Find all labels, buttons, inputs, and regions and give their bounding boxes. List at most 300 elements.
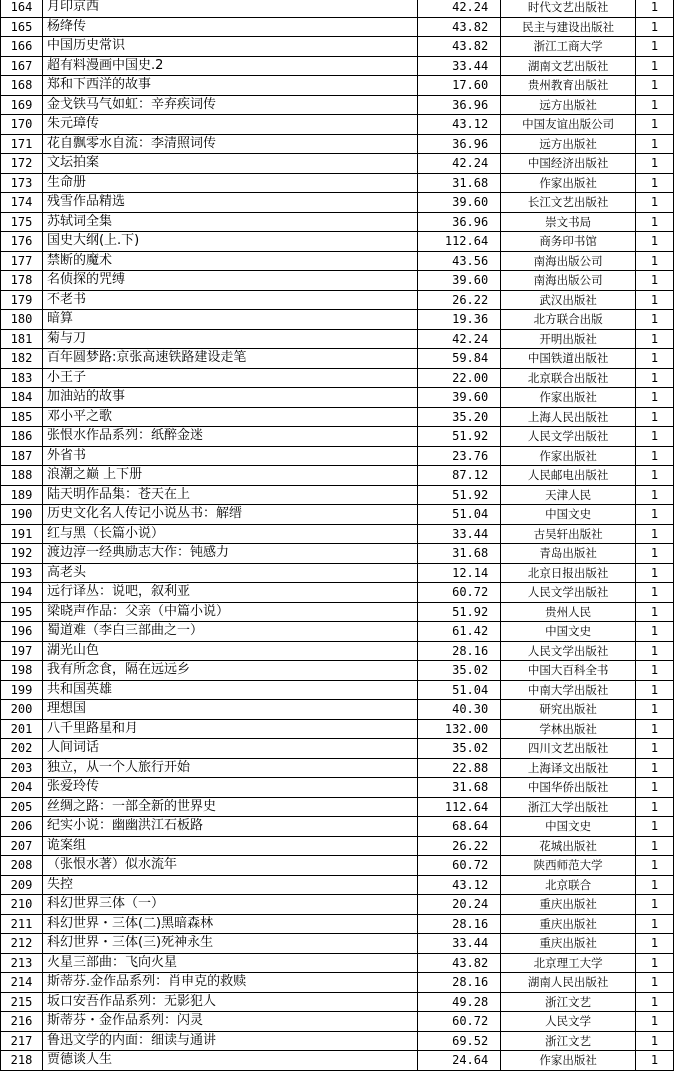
price-cell: 43.12 <box>418 115 501 135</box>
row-number-cell: 206 <box>1 817 43 837</box>
price-cell: 36.96 <box>418 212 501 232</box>
price-cell: 35.20 <box>418 407 501 427</box>
quantity-cell: 1 <box>636 0 674 17</box>
quantity-cell: 1 <box>636 154 674 174</box>
price-cell: 31.68 <box>418 173 501 193</box>
book-title-cell: 不老书 <box>42 290 417 310</box>
publisher-cell: 湖南文艺出版社 <box>501 56 636 76</box>
publisher-cell: 中国铁道出版社 <box>501 349 636 369</box>
book-title-cell: 小王子 <box>42 368 417 388</box>
publisher-cell: 古吴轩出版社 <box>501 524 636 544</box>
book-title-cell: 邓小平之歌 <box>42 407 417 427</box>
quantity-cell: 1 <box>636 661 674 681</box>
book-title-cell: 斯蒂芬・金作品系列：闪灵 <box>42 1012 417 1032</box>
book-title-cell: 坂口安吾作品系列：无影犯人 <box>42 992 417 1012</box>
quantity-cell: 1 <box>636 641 674 661</box>
row-number-cell: 170 <box>1 115 43 135</box>
book-title-cell: 科幻世界・三体(二)黑暗森林 <box>42 914 417 934</box>
table-row <box>1 661 674 681</box>
book-title-cell: 独立，从一个人旅行开始 <box>42 758 417 778</box>
publisher-cell: 中国友谊出版公司 <box>501 115 636 135</box>
book-title-cell: 郑和下西洋的故事 <box>42 76 417 96</box>
row-number-cell: 165 <box>1 17 43 37</box>
table-row <box>1 914 674 934</box>
quantity-cell: 1 <box>636 193 674 213</box>
quantity-cell: 1 <box>636 563 674 583</box>
table-row <box>1 1051 674 1071</box>
table-row <box>1 154 674 174</box>
row-number-cell: 164 <box>1 0 43 17</box>
book-title-cell: 文坛拍案 <box>42 154 417 174</box>
book-title-cell: 加油站的故事 <box>42 388 417 408</box>
publisher-cell: 北京联合出版社 <box>501 368 636 388</box>
row-number-cell: 193 <box>1 563 43 583</box>
price-cell: 51.92 <box>418 485 501 505</box>
row-number-cell: 183 <box>1 368 43 388</box>
quantity-cell: 1 <box>636 875 674 895</box>
price-cell: 31.68 <box>418 778 501 798</box>
quantity-cell: 1 <box>636 251 674 271</box>
book-title-cell: 人间词话 <box>42 739 417 759</box>
row-number-cell: 175 <box>1 212 43 232</box>
publisher-cell: 作家出版社 <box>501 173 636 193</box>
quantity-cell: 1 <box>636 56 674 76</box>
publisher-cell: 重庆出版社 <box>501 914 636 934</box>
price-cell: 69.52 <box>418 1031 501 1051</box>
book-title-cell: 科幻世界・三体(三)死神永生 <box>42 934 417 954</box>
table-row <box>1 544 674 564</box>
quantity-cell: 1 <box>636 700 674 720</box>
book-title-cell: 苏轼词全集 <box>42 212 417 232</box>
row-number-cell: 173 <box>1 173 43 193</box>
price-cell: 33.44 <box>418 524 501 544</box>
price-cell: 49.28 <box>418 992 501 1012</box>
table-row <box>1 56 674 76</box>
publisher-cell: 中国文史 <box>501 505 636 525</box>
price-cell: 42.24 <box>418 154 501 174</box>
quantity-cell: 1 <box>636 485 674 505</box>
price-cell: 35.02 <box>418 661 501 681</box>
book-title-cell: 渡边淳一经典励志大作：钝感力 <box>42 544 417 564</box>
quantity-cell: 1 <box>636 368 674 388</box>
book-title-cell: 纪实小说：幽幽洪江石板路 <box>42 817 417 837</box>
table-row <box>1 485 674 505</box>
table-row <box>1 700 674 720</box>
quantity-cell: 1 <box>636 212 674 232</box>
book-title-cell: 蜀道难（李白三部曲之一） <box>42 622 417 642</box>
book-title-cell: 远行译丛：说吧，叙利亚 <box>42 583 417 603</box>
row-number-cell: 205 <box>1 797 43 817</box>
price-cell: 51.04 <box>418 680 501 700</box>
publisher-cell: 北方联合出版 <box>501 310 636 330</box>
publisher-cell: 时代文艺出版社 <box>501 0 636 17</box>
publisher-cell: 人民文学出版社 <box>501 583 636 603</box>
row-number-cell: 208 <box>1 856 43 876</box>
row-number-cell: 192 <box>1 544 43 564</box>
book-title-cell: 残雪作品精选 <box>42 193 417 213</box>
publisher-cell: 北京联合 <box>501 875 636 895</box>
book-title-cell: 朱元璋传 <box>42 115 417 135</box>
quantity-cell: 1 <box>636 271 674 291</box>
table-row <box>1 875 674 895</box>
table-row <box>1 310 674 330</box>
book-title-cell: 张恨水作品系列：纸醉金迷 <box>42 427 417 447</box>
book-title-cell: 我有所念食，隔在远远乡 <box>42 661 417 681</box>
price-cell: 36.96 <box>418 134 501 154</box>
price-cell: 43.82 <box>418 17 501 37</box>
quantity-cell: 1 <box>636 622 674 642</box>
row-number-cell: 200 <box>1 700 43 720</box>
quantity-cell: 1 <box>636 817 674 837</box>
quantity-cell: 1 <box>636 544 674 564</box>
price-cell: 23.76 <box>418 446 501 466</box>
table-row <box>1 602 674 622</box>
publisher-cell: 中国大百科全书 <box>501 661 636 681</box>
price-cell: 36.96 <box>418 95 501 115</box>
table-row <box>1 173 674 193</box>
price-cell: 26.22 <box>418 290 501 310</box>
table-row <box>1 76 674 96</box>
book-list-body <box>1 0 674 1070</box>
row-number-cell: 195 <box>1 602 43 622</box>
book-title-cell: 高老头 <box>42 563 417 583</box>
publisher-cell: 北京理工大学 <box>501 953 636 973</box>
publisher-cell: 远方出版社 <box>501 95 636 115</box>
table-row <box>1 232 674 252</box>
book-title-cell: 花自飘零水自流：李清照词传 <box>42 134 417 154</box>
book-title-cell: 陆天明作品集：苍天在上 <box>42 485 417 505</box>
book-title-cell: 八千里路星和月 <box>42 719 417 739</box>
book-title-cell: 红与黑（长篇小说） <box>42 524 417 544</box>
table-row <box>1 251 674 271</box>
table-row <box>1 973 674 993</box>
row-number-cell: 186 <box>1 427 43 447</box>
row-number-cell: 169 <box>1 95 43 115</box>
price-cell: 43.82 <box>418 37 501 57</box>
quantity-cell: 1 <box>636 310 674 330</box>
row-number-cell: 212 <box>1 934 43 954</box>
publisher-cell: 天津人民 <box>501 485 636 505</box>
quantity-cell: 1 <box>636 466 674 486</box>
price-cell: 51.92 <box>418 427 501 447</box>
book-title-cell: 禁断的魔术 <box>42 251 417 271</box>
price-cell: 87.12 <box>418 466 501 486</box>
quantity-cell: 1 <box>636 115 674 135</box>
book-title-cell: 中国历史常识 <box>42 37 417 57</box>
price-cell: 42.24 <box>418 0 501 17</box>
row-number-cell: 201 <box>1 719 43 739</box>
publisher-cell: 四川文艺出版社 <box>501 739 636 759</box>
row-number-cell: 198 <box>1 661 43 681</box>
row-number-cell: 189 <box>1 485 43 505</box>
publisher-cell: 浙江工商大学 <box>501 37 636 57</box>
publisher-cell: 上海译文出版社 <box>501 758 636 778</box>
table-row <box>1 388 674 408</box>
book-title-cell: 湖光山色 <box>42 641 417 661</box>
row-number-cell: 187 <box>1 446 43 466</box>
row-number-cell: 174 <box>1 193 43 213</box>
book-title-cell: 外省书 <box>42 446 417 466</box>
publisher-cell: 人民文学出版社 <box>501 641 636 661</box>
price-cell: 59.84 <box>418 349 501 369</box>
quantity-cell: 1 <box>636 895 674 915</box>
row-number-cell: 184 <box>1 388 43 408</box>
table-row <box>1 115 674 135</box>
book-title-cell: 科幻世界三体（一） <box>42 895 417 915</box>
table-row <box>1 134 674 154</box>
row-number-cell: 204 <box>1 778 43 798</box>
row-number-cell: 207 <box>1 836 43 856</box>
publisher-cell: 崇文书局 <box>501 212 636 232</box>
publisher-cell: 浙江文艺 <box>501 992 636 1012</box>
quantity-cell: 1 <box>636 602 674 622</box>
quantity-cell: 1 <box>636 856 674 876</box>
price-cell: 39.60 <box>418 388 501 408</box>
price-cell: 51.92 <box>418 602 501 622</box>
row-number-cell: 188 <box>1 466 43 486</box>
table-row <box>1 895 674 915</box>
publisher-cell: 重庆出版社 <box>501 934 636 954</box>
quantity-cell: 1 <box>636 505 674 525</box>
publisher-cell: 长江文艺出版社 <box>501 193 636 213</box>
table-row <box>1 0 674 17</box>
quantity-cell: 1 <box>636 95 674 115</box>
table-row <box>1 641 674 661</box>
book-title-cell: 张爱玲传 <box>42 778 417 798</box>
publisher-cell: 作家出版社 <box>501 446 636 466</box>
row-number-cell: 176 <box>1 232 43 252</box>
table-row <box>1 563 674 583</box>
row-number-cell: 172 <box>1 154 43 174</box>
book-title-cell: 国史大纲(上.下) <box>42 232 417 252</box>
quantity-cell: 1 <box>636 1051 674 1071</box>
row-number-cell: 213 <box>1 953 43 973</box>
price-cell: 60.72 <box>418 583 501 603</box>
price-cell: 28.16 <box>418 914 501 934</box>
quantity-cell: 1 <box>636 427 674 447</box>
quantity-cell: 1 <box>636 1031 674 1051</box>
table-row <box>1 1012 674 1032</box>
publisher-cell: 浙江大学出版社 <box>501 797 636 817</box>
table-row <box>1 17 674 37</box>
publisher-cell: 作家出版社 <box>501 388 636 408</box>
book-title-cell: 理想国 <box>42 700 417 720</box>
book-title-cell: 火星三部曲：飞向火星 <box>42 953 417 973</box>
publisher-cell: 北京日报出版社 <box>501 563 636 583</box>
quantity-cell: 1 <box>636 583 674 603</box>
row-number-cell: 214 <box>1 973 43 993</box>
price-cell: 22.88 <box>418 758 501 778</box>
quantity-cell: 1 <box>636 973 674 993</box>
row-number-cell: 190 <box>1 505 43 525</box>
book-title-cell: 金戈铁马气如虹：辛弃疾词传 <box>42 95 417 115</box>
table-row <box>1 271 674 291</box>
publisher-cell: 浙江文艺 <box>501 1031 636 1051</box>
table-row <box>1 290 674 310</box>
book-title-cell: 失控 <box>42 875 417 895</box>
table-row <box>1 778 674 798</box>
table-row <box>1 758 674 778</box>
price-cell: 12.14 <box>418 563 501 583</box>
row-number-cell: 191 <box>1 524 43 544</box>
quantity-cell: 1 <box>636 446 674 466</box>
quantity-cell: 1 <box>636 290 674 310</box>
price-cell: 24.64 <box>418 1051 501 1071</box>
price-cell: 43.56 <box>418 251 501 271</box>
book-title-cell: 生命册 <box>42 173 417 193</box>
row-number-cell: 218 <box>1 1051 43 1071</box>
quantity-cell: 1 <box>636 76 674 96</box>
table-row <box>1 680 674 700</box>
row-number-cell: 217 <box>1 1031 43 1051</box>
price-cell: 31.68 <box>418 544 501 564</box>
table-row <box>1 95 674 115</box>
table-row <box>1 817 674 837</box>
price-cell: 22.00 <box>418 368 501 388</box>
table-row <box>1 427 674 447</box>
row-number-cell: 215 <box>1 992 43 1012</box>
table-row <box>1 622 674 642</box>
quantity-cell: 1 <box>636 758 674 778</box>
row-number-cell: 171 <box>1 134 43 154</box>
row-number-cell: 166 <box>1 37 43 57</box>
quantity-cell: 1 <box>636 524 674 544</box>
publisher-cell: 学林出版社 <box>501 719 636 739</box>
quantity-cell: 1 <box>636 739 674 759</box>
quantity-cell: 1 <box>636 173 674 193</box>
quantity-cell: 1 <box>636 329 674 349</box>
price-cell: 112.64 <box>418 232 501 252</box>
price-cell: 39.60 <box>418 271 501 291</box>
publisher-cell: 重庆出版社 <box>501 895 636 915</box>
quantity-cell: 1 <box>636 778 674 798</box>
table-row <box>1 1031 674 1051</box>
table-row <box>1 992 674 1012</box>
table-row <box>1 583 674 603</box>
book-title-cell: 贾德谈人生 <box>42 1051 417 1071</box>
table-row <box>1 466 674 486</box>
price-cell: 28.16 <box>418 641 501 661</box>
row-number-cell: 178 <box>1 271 43 291</box>
row-number-cell: 210 <box>1 895 43 915</box>
quantity-cell: 1 <box>636 349 674 369</box>
book-title-cell: 月印京西 <box>42 0 417 17</box>
row-number-cell: 211 <box>1 914 43 934</box>
book-title-cell: 斯蒂芬.金作品系列：肖申克的救赎 <box>42 973 417 993</box>
quantity-cell: 1 <box>636 680 674 700</box>
book-title-cell: 浪潮之巅 上下册 <box>42 466 417 486</box>
publisher-cell: 贵州教育出版社 <box>501 76 636 96</box>
price-cell: 112.64 <box>418 797 501 817</box>
price-cell: 60.72 <box>418 856 501 876</box>
table-row <box>1 329 674 349</box>
row-number-cell: 182 <box>1 349 43 369</box>
publisher-cell: 湖南人民出版社 <box>501 973 636 993</box>
table-row <box>1 446 674 466</box>
row-number-cell: 168 <box>1 76 43 96</box>
quantity-cell: 1 <box>636 388 674 408</box>
table-row <box>1 37 674 57</box>
book-title-cell: 菊与刀 <box>42 329 417 349</box>
table-row <box>1 953 674 973</box>
price-cell: 19.36 <box>418 310 501 330</box>
table-row <box>1 407 674 427</box>
table-row <box>1 797 674 817</box>
quantity-cell: 1 <box>636 797 674 817</box>
publisher-cell: 武汉出版社 <box>501 290 636 310</box>
price-cell: 17.60 <box>418 76 501 96</box>
publisher-cell: 作家出版社 <box>501 1051 636 1071</box>
publisher-cell: 中南大学出版社 <box>501 680 636 700</box>
price-cell: 43.12 <box>418 875 501 895</box>
publisher-cell: 南海出版公司 <box>501 271 636 291</box>
quantity-cell: 1 <box>636 719 674 739</box>
row-number-cell: 199 <box>1 680 43 700</box>
table-row <box>1 856 674 876</box>
publisher-cell: 中国文史 <box>501 622 636 642</box>
book-title-cell: 丝绸之路：一部全新的世界史 <box>42 797 417 817</box>
table-row <box>1 368 674 388</box>
publisher-cell: 人民邮电出版社 <box>501 466 636 486</box>
price-cell: 60.72 <box>418 1012 501 1032</box>
quantity-cell: 1 <box>636 934 674 954</box>
table-row <box>1 505 674 525</box>
price-cell: 33.44 <box>418 56 501 76</box>
price-cell: 35.02 <box>418 739 501 759</box>
quantity-cell: 1 <box>636 232 674 252</box>
quantity-cell: 1 <box>636 992 674 1012</box>
publisher-cell: 贵州人民 <box>501 602 636 622</box>
publisher-cell: 商务印书馆 <box>501 232 636 252</box>
price-cell: 68.64 <box>418 817 501 837</box>
publisher-cell: 中国文史 <box>501 817 636 837</box>
book-title-cell: 共和国英雄 <box>42 680 417 700</box>
book-title-cell: 杨绛传 <box>42 17 417 37</box>
price-cell: 51.04 <box>418 505 501 525</box>
book-title-cell: 暗算 <box>42 310 417 330</box>
quantity-cell: 1 <box>636 134 674 154</box>
publisher-cell: 民主与建设出版社 <box>501 17 636 37</box>
table-row <box>1 524 674 544</box>
price-cell: 61.42 <box>418 622 501 642</box>
price-cell: 132.00 <box>418 719 501 739</box>
row-number-cell: 185 <box>1 407 43 427</box>
table-row <box>1 836 674 856</box>
quantity-cell: 1 <box>636 836 674 856</box>
book-title-cell: 超有料漫画中国史.2 <box>42 56 417 76</box>
publisher-cell: 研究出版社 <box>501 700 636 720</box>
publisher-cell: 人民文学 <box>501 1012 636 1032</box>
book-title-cell: 诡案组 <box>42 836 417 856</box>
book-title-cell: 名侦探的咒缚 <box>42 271 417 291</box>
row-number-cell: 179 <box>1 290 43 310</box>
publisher-cell: 人民文学出版社 <box>501 427 636 447</box>
price-cell: 42.24 <box>418 329 501 349</box>
row-number-cell: 180 <box>1 310 43 330</box>
publisher-cell: 陕西师范大学 <box>501 856 636 876</box>
row-number-cell: 209 <box>1 875 43 895</box>
publisher-cell: 中国华侨出版社 <box>501 778 636 798</box>
table-row <box>1 934 674 954</box>
price-cell: 26.22 <box>418 836 501 856</box>
book-title-cell: 梁晓声作品：父亲（中篇小说） <box>42 602 417 622</box>
publisher-cell: 青岛出版社 <box>501 544 636 564</box>
table-row <box>1 349 674 369</box>
quantity-cell: 1 <box>636 1012 674 1032</box>
table-row <box>1 739 674 759</box>
quantity-cell: 1 <box>636 953 674 973</box>
book-title-cell: 百年圆梦路:京张高速铁路建设走笔 <box>42 349 417 369</box>
